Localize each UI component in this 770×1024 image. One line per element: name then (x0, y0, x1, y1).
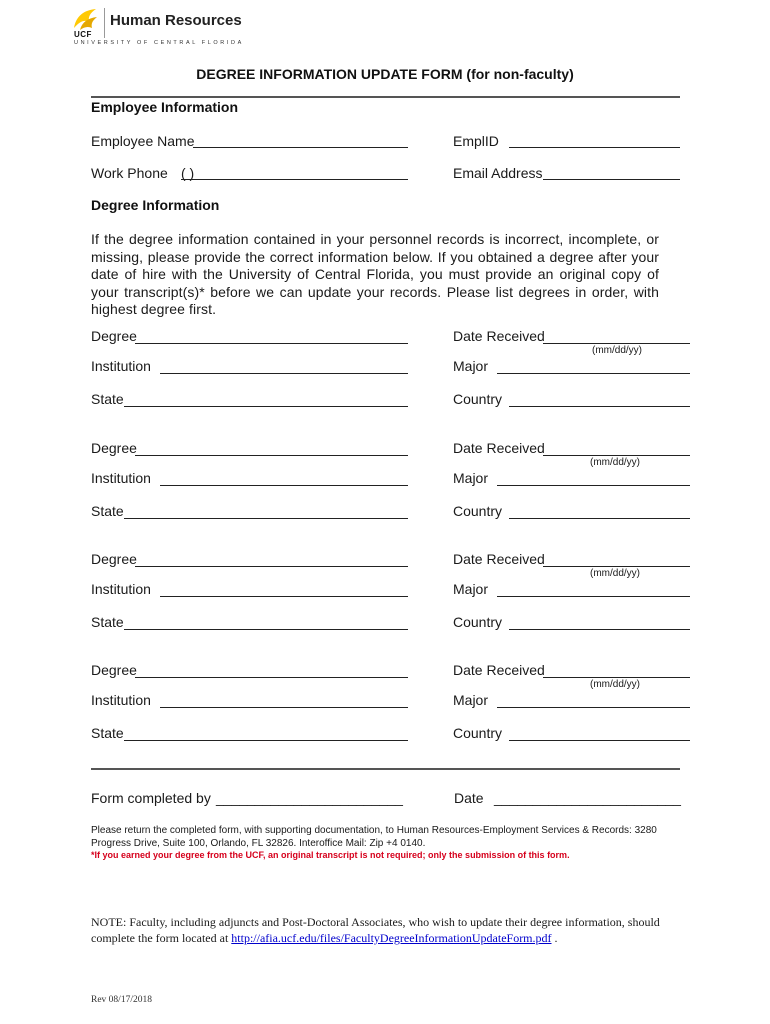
date-label: Date (454, 790, 484, 806)
institution-label: Institution (91, 692, 151, 708)
state-label: State (91, 614, 124, 630)
completed-by-field[interactable]: ________________________ (216, 790, 403, 806)
state-label: State (91, 725, 124, 741)
major-field[interactable] (497, 373, 690, 374)
date-received-label: Date Received (453, 328, 545, 344)
date-format-hint: (mm/dd/yy) (590, 568, 640, 579)
country-label: Country (453, 391, 503, 407)
emplid-label: EmplID (453, 133, 499, 149)
form-title: DEGREE INFORMATION UPDATE FORM (for non-faculty) (196, 66, 574, 82)
date-format-hint: (mm/dd/yy) (590, 679, 640, 690)
degree-field[interactable] (135, 343, 408, 344)
logo-divider (104, 8, 105, 38)
faculty-note (91, 914, 691, 946)
state-field[interactable] (124, 740, 408, 741)
logo-abbrev: UCF (74, 30, 92, 39)
degree-label: Degree (91, 662, 137, 678)
degree-field[interactable] (135, 566, 408, 567)
state-field[interactable] (124, 518, 408, 519)
faculty-form-link[interactable]: http://afia.ucf.edu/files/FacultyDegreeInformationUpdateForm.pdf (231, 931, 552, 945)
country-label: Country (453, 503, 503, 519)
major-field[interactable] (497, 596, 690, 597)
state-field[interactable] (124, 629, 408, 630)
date-format-hint: (mm/dd/yy) (592, 345, 642, 356)
date-format-hint: (mm/dd/yy) (590, 457, 640, 468)
degree-field[interactable] (135, 455, 408, 456)
country-label: Country (453, 614, 503, 630)
state-label: State (91, 391, 124, 407)
major-field[interactable] (497, 485, 690, 486)
state-field[interactable] (124, 406, 408, 407)
institution-field[interactable] (160, 707, 408, 708)
institution-label: Institution (91, 581, 151, 597)
date-received-label: Date Received (453, 440, 545, 456)
department-name: Human Resources (110, 12, 242, 29)
degree-label: Degree (91, 551, 137, 567)
institution-label: Institution (91, 470, 151, 486)
employee-section-heading: Employee Information (91, 99, 239, 115)
email-field[interactable] (543, 179, 680, 180)
faculty-note-trailing: . (551, 931, 558, 945)
email-label: Email Address (453, 165, 543, 181)
major-field[interactable] (497, 707, 690, 708)
institution-field[interactable] (160, 485, 408, 486)
date-received-label: Date Received (453, 662, 545, 678)
section-divider (91, 768, 680, 770)
degree-field[interactable] (135, 677, 408, 678)
date-received-field[interactable] (543, 343, 690, 344)
date-received-field[interactable] (543, 566, 690, 567)
date-received-field[interactable] (543, 455, 690, 456)
degree-instructions: If the degree information contained in your personnel records is incorrect, incomplete, or missing, please provide the correct information below. If you obtained a degree after your date of hire with the University of Central Florida, you must provide an original copy of your transcript(s)* before we can update your records. Please list degrees in order, with highest degree first. (91, 231, 659, 318)
country-label: Country (453, 725, 503, 741)
section-divider (91, 96, 680, 98)
major-label: Major (453, 470, 489, 486)
state-label: State (91, 503, 124, 519)
country-field[interactable] (509, 629, 690, 630)
work-phone-label: Work Phone (91, 165, 168, 181)
major-label: Major (453, 692, 489, 708)
return-instructions: Please return the completed form, with supporting documentation, to Human Resources-Employment Services & Records: 3280 Progress Drive, Suite 100, Orlando, FL 32826. Interoffice Mail: Zip +4 0140. (91, 825, 657, 849)
revision-date: Rev 08/17/2018 (91, 995, 152, 1005)
university-name: UNIVERSITY OF CENTRAL FLORIDA (74, 40, 244, 46)
country-field[interactable] (509, 740, 690, 741)
institution-field[interactable] (160, 373, 408, 374)
major-label: Major (453, 581, 489, 597)
employee-name-label: Employee Name (91, 133, 195, 149)
employee-name-field[interactable] (193, 147, 408, 148)
major-label: Major (453, 358, 489, 374)
date-received-field[interactable] (543, 677, 690, 678)
transcript-note: *If you earned your degree from the UCF, an original transcript is not required; only the submission of this form. (91, 850, 570, 860)
faculty-note-text: NOTE: Faculty, including adjuncts and Post-Doctoral Associates, who wish to update their degree information, should complete the form located at (91, 915, 660, 945)
emplid-field[interactable] (509, 147, 680, 148)
date-received-label: Date Received (453, 551, 545, 567)
phone-area-code: ( ) (181, 165, 195, 181)
date-field[interactable]: ________________________ (494, 790, 681, 806)
institution-label: Institution (91, 358, 151, 374)
institution-field[interactable] (160, 596, 408, 597)
country-field[interactable] (509, 406, 690, 407)
work-phone-field[interactable] (181, 179, 408, 180)
degree-label: Degree (91, 440, 137, 456)
degree-label: Degree (91, 328, 137, 344)
country-field[interactable] (509, 518, 690, 519)
completed-by-label: Form completed by (91, 790, 211, 806)
degree-section-heading: Degree Information (91, 197, 220, 213)
